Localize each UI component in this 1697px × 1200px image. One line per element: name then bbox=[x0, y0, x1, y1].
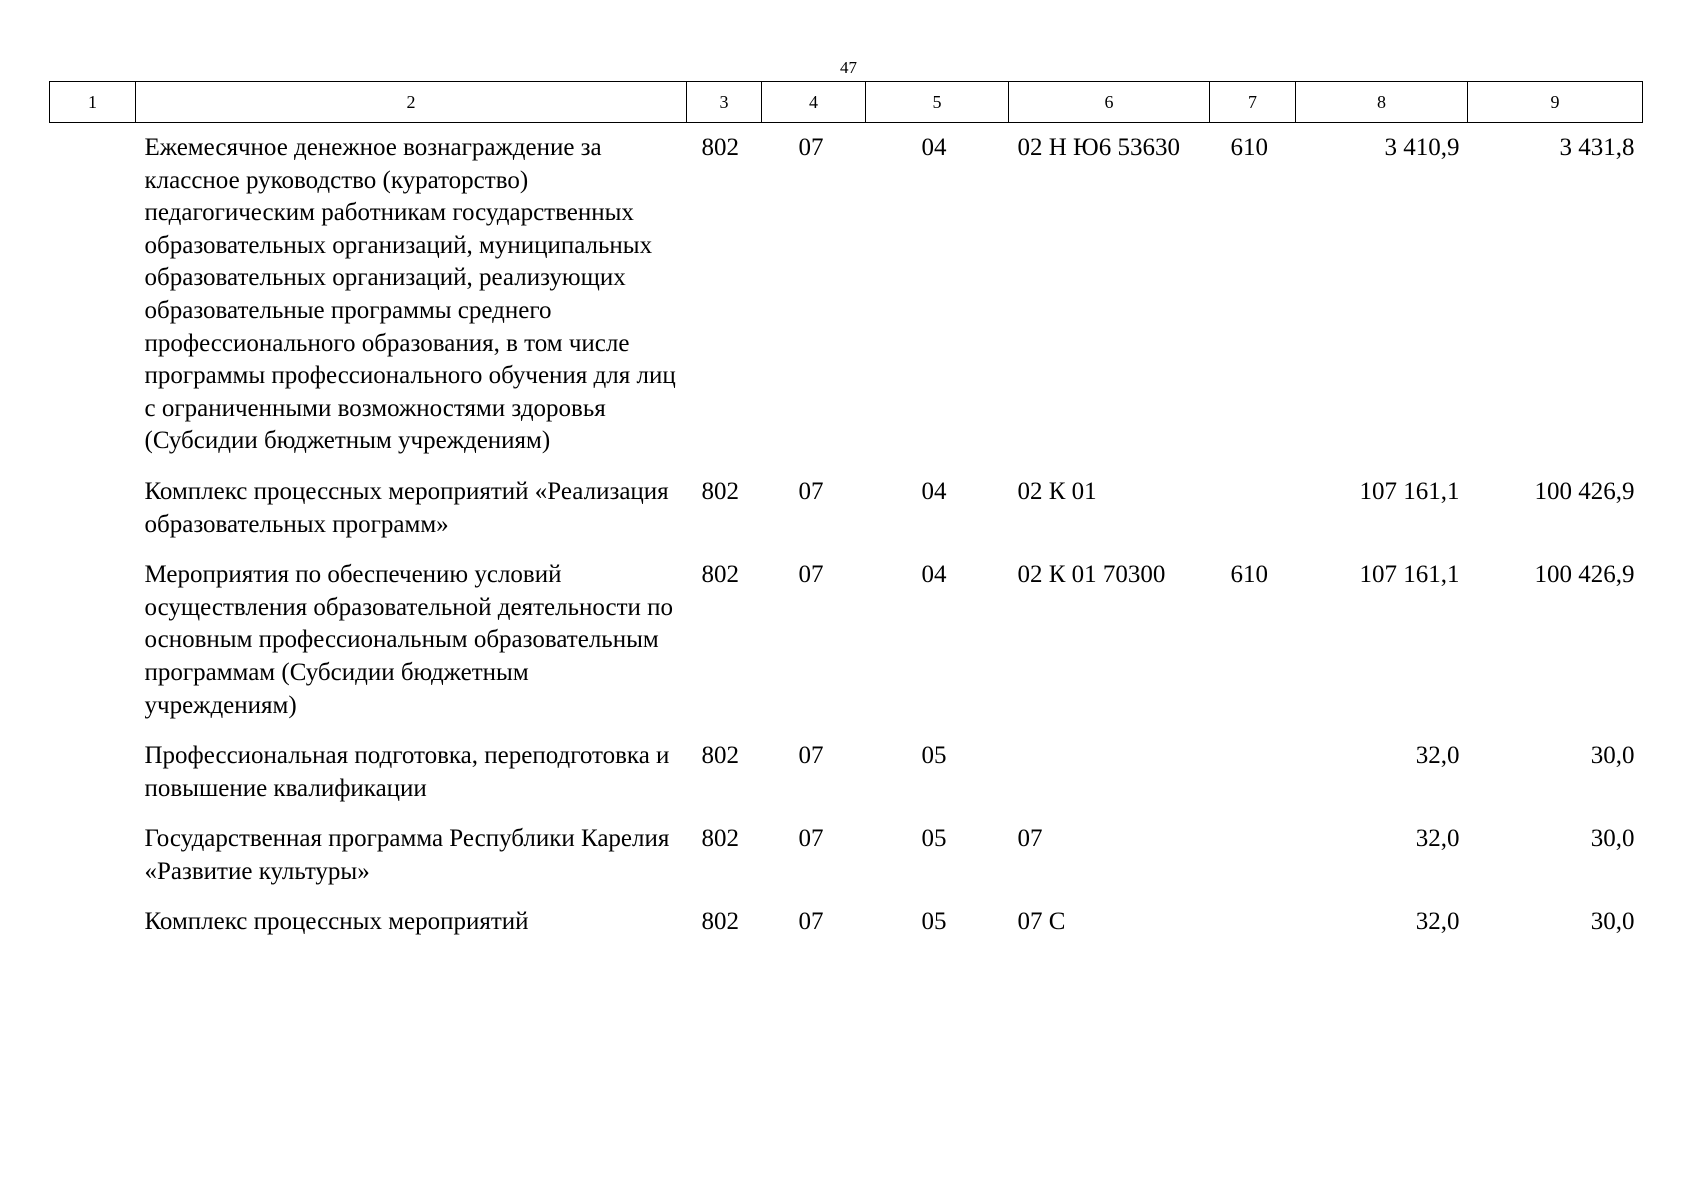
cell-col3: 802 bbox=[701, 477, 739, 505]
cell-col6: 02 К 01 bbox=[1017, 477, 1097, 505]
budget-table bbox=[49, 81, 1643, 948]
cell-col5: 04 bbox=[921, 477, 947, 505]
cell-col9: 3 431,8 bbox=[1559, 134, 1635, 161]
cell-empty bbox=[50, 814, 136, 897]
column-header-5: 5 bbox=[866, 82, 1009, 123]
cell-col3: 802 bbox=[701, 908, 739, 936]
cell-name: Комплекс процессных мероприятий «Реализация образовательных программ» bbox=[144, 477, 669, 538]
column-header-9: 9 bbox=[1468, 82, 1643, 123]
cell-col4: 07 bbox=[798, 134, 824, 161]
cell-col8: 32,0 bbox=[1415, 908, 1460, 936]
cell-empty bbox=[50, 467, 136, 550]
cell-name: Комплекс процессных мероприятий bbox=[144, 908, 529, 936]
cell-col6: 02 Н Ю6 53630 bbox=[1017, 134, 1180, 161]
cell-col4: 07 bbox=[798, 477, 824, 505]
cell-col4: 07 bbox=[798, 908, 824, 936]
cell-col7: 610 bbox=[1230, 134, 1268, 161]
cell-col8: 32,0 bbox=[1415, 825, 1460, 853]
cell-name: Профессиональная подготовка, переподготовка и повышение квалификации bbox=[144, 742, 670, 802]
cell-col7 bbox=[1210, 897, 1296, 948]
table-row bbox=[50, 731, 1643, 814]
cell-col6: 02 К 01 70300 bbox=[1017, 561, 1166, 589]
cell-col3: 802 bbox=[701, 825, 739, 853]
cell-col4: 07 bbox=[798, 742, 824, 770]
table-row bbox=[50, 123, 1643, 467]
table-row bbox=[50, 897, 1643, 948]
cell-col5: 05 bbox=[921, 742, 947, 770]
cell-col7 bbox=[1210, 731, 1296, 814]
cell-col3: 802 bbox=[701, 561, 739, 589]
table-header-row bbox=[50, 82, 1643, 123]
column-header-2: 2 bbox=[136, 82, 687, 123]
cell-col5: 05 bbox=[921, 908, 947, 936]
cell-col6: 07 С bbox=[1017, 908, 1066, 936]
cell-col3: 802 bbox=[701, 742, 739, 770]
table-row bbox=[50, 814, 1643, 897]
cell-empty bbox=[50, 731, 136, 814]
cell-col9: 100 426,9 bbox=[1534, 561, 1635, 589]
cell-col5: 05 bbox=[921, 825, 947, 853]
cell-name: Ежемесячное денежное вознаграждение за классное руководство (кураторство) педагогическим работникам государственных образовательных организаций, муниципальных образовательных организаций, реализующих образовательные программы среднего профессионального образования, в том числе программы профессионального обучения для лиц с ограниченными возможностями здоровья (Субсидии бюджетным учреждениям) bbox=[144, 134, 676, 455]
column-header-7: 7 bbox=[1210, 82, 1296, 123]
cell-col7: 610 bbox=[1230, 561, 1268, 589]
column-header-8: 8 bbox=[1296, 82, 1468, 123]
cell-empty bbox=[50, 123, 136, 467]
cell-col7 bbox=[1210, 467, 1296, 550]
cell-col4: 07 bbox=[798, 561, 824, 589]
cell-col8: 32,0 bbox=[1415, 742, 1460, 770]
column-header-1: 1 bbox=[50, 82, 136, 123]
cell-name: Государственная программа Республики Карелия «Развитие культуры» bbox=[144, 825, 670, 885]
cell-col5: 04 bbox=[921, 561, 947, 589]
cell-col8: 107 161,1 bbox=[1359, 477, 1460, 505]
cell-name: Мероприятия по обеспечению условий осуществления образовательной деятельности по основным профессиональным образовательным программам (Субсидии бюджетным учреждениям) bbox=[144, 561, 674, 719]
column-header-3: 3 bbox=[687, 82, 762, 123]
column-header-6: 6 bbox=[1009, 82, 1210, 123]
table-row bbox=[50, 550, 1643, 731]
cell-col9: 30,0 bbox=[1590, 742, 1635, 770]
cell-col9: 30,0 bbox=[1590, 825, 1635, 853]
cell-col6: 07 bbox=[1017, 825, 1043, 853]
cell-col8: 107 161,1 bbox=[1359, 561, 1460, 589]
cell-col7 bbox=[1210, 814, 1296, 897]
table-row bbox=[50, 467, 1643, 550]
cell-col9: 100 426,9 bbox=[1534, 477, 1635, 505]
page-number: 47 bbox=[840, 58, 857, 77]
cell-col9: 30,0 bbox=[1590, 908, 1635, 936]
cell-col4: 07 bbox=[798, 825, 824, 853]
cell-empty bbox=[50, 897, 136, 948]
column-header-4: 4 bbox=[762, 82, 866, 123]
cell-col6 bbox=[1009, 731, 1210, 814]
cell-col8: 3 410,9 bbox=[1384, 134, 1460, 161]
cell-col3: 802 bbox=[701, 134, 739, 161]
cell-empty bbox=[50, 550, 136, 731]
cell-col5: 04 bbox=[921, 134, 947, 161]
